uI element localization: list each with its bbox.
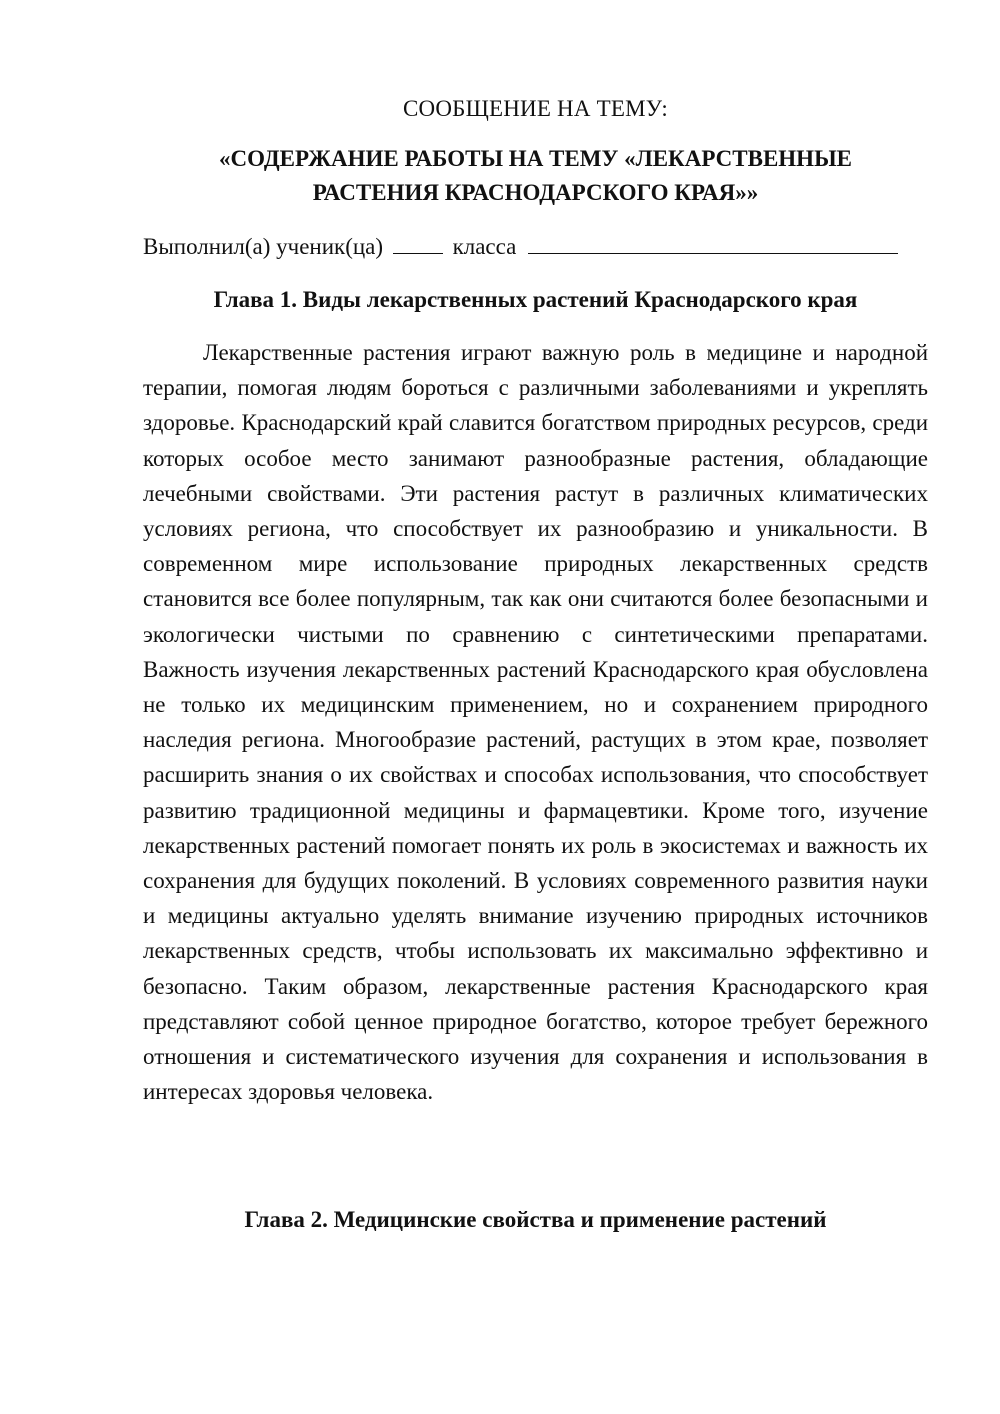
document-title-line-2: РАСТЕНИЯ КРАСНОДАРСКОГО КРАЯ»» [312,180,759,205]
grade-blank-field [393,231,443,254]
class-name-blank-field [528,231,898,254]
class-word: класса [452,234,517,259]
author-prefix: Выполнил(а) ученик(ца) [143,234,384,259]
chapter-2-heading: Глава 2. Медицинские свойства и применение растений [244,1207,827,1232]
chapter-1-heading: Глава 1. Виды лекарственных растений Краснодарского края [213,287,858,312]
author-line [143,230,928,264]
document-type-line: СООБЩЕНИЕ НА ТЕМУ: [403,96,668,121]
document-title-line-1: «СОДЕРЖАНИЕ РАБОТЫ НА ТЕМУ «ЛЕКАРСТВЕННЫЕ [218,146,853,171]
document-title [143,142,928,210]
chapter-1-paragraph: Лекарственные растения играют важную роль в медицине и народной терапии, помогая людям бороться с различными заболеваниями и укреплять здоровье. Краснодарский край славится богатством природных ресурсов, среди которых особое место занимают разнообразные растения, обладающие лечебными свойствами. Эти растения растут в различных климатических условиях региона, что способствует их разнообразию и уникальности. В современном мире использование природных лекарственных средств становится все более популярным, так как они считаются более безопасными и экологически чистыми по сравнению с синтетическими препаратами. Важность изучения лекарственных растений Краснодарского края обусловлена не только их медицинским применением, но и сохранением природного наследия региона. Многообразие растений, растущих в этом крае, позволяет расширить знания о их свойствах и способах использования, что способствует развитию традиционной медицины и фармацевтики. Кроме того, изучение лекарственных растений помогает понять их роль в экосистемах и важность их сохранения для будущих поколений. В условиях современного развития науки и медицины актуально уделять внимание изучению природных источников лекарственных средств, чтобы использовать их максимально эффективно и безопасно. Таким образом, лекарственные растения Краснодарского края представляют собой ценное природное богатство, которое требует бережного отношения и систематического изучения для сохранения и использования в интересах здоровья человека. [143,340,928,1105]
